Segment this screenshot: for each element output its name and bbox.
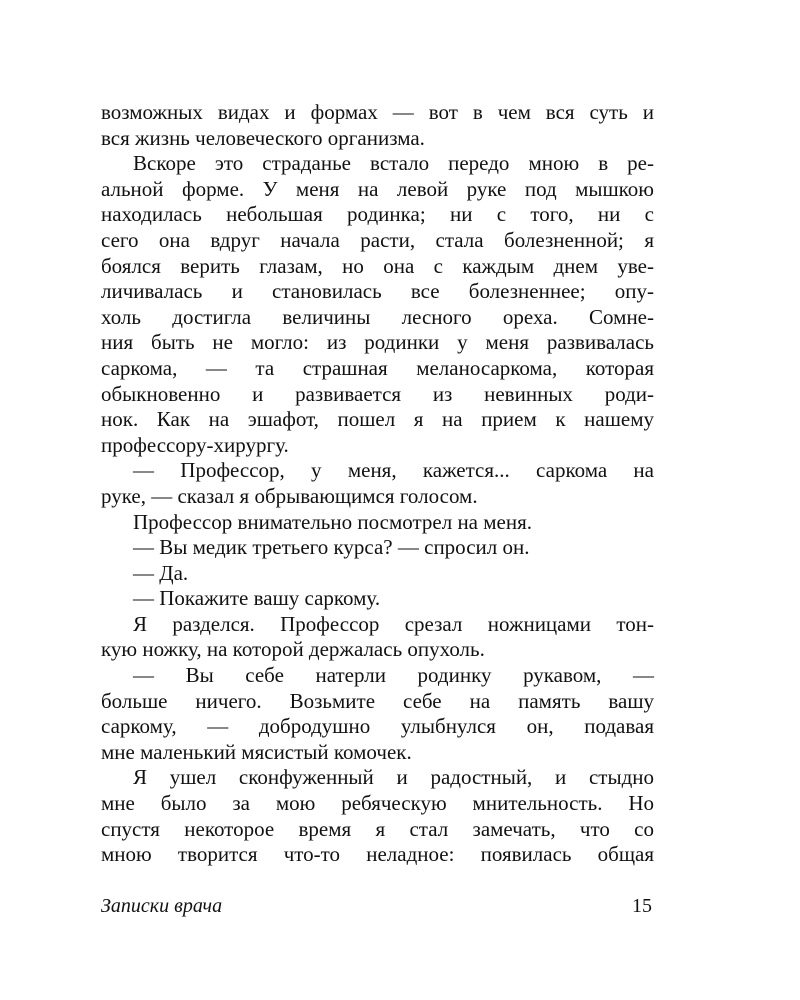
text-line: — Вы себе натерли родинку рукавом, — [133,663,654,688]
text-line: Я ушел сконфуженный и радостный, и стыдно [133,765,654,790]
text-line: больше ничего. Возьмите себе на память вашу [101,688,654,713]
text-line: холь достигла величины лесного ореха. Сомне- [101,304,654,329]
text-line: находилась небольшая родинка; ни с того, ни с [101,202,654,227]
text-line: обыкновенно и развивается из невинных роди- [101,381,654,406]
text-line: Профессор внимательно посмотрел на меня. [133,509,533,534]
text-line: личивалась и становилась все болезненнее; опу- [101,279,654,304]
text-line: возможных видах и формах — вот в чем вся суть и [101,100,654,124]
text-line: саркома, — та страшная меланосаркома, которая [101,355,654,380]
text-line: ния быть не могло: из родинки у меня развивалась [101,330,654,355]
text-line: — Вы медик третьего курса? — спросил он. [133,535,530,560]
text-line: кую ножку, на которой держалась опухоль. [101,637,485,662]
page-number: 15 [632,895,652,917]
page-body-text [101,100,654,868]
text-line: нок. Как на эшафот, пошел я на прием к нашему [101,407,654,432]
text-line: — Да. [133,560,189,585]
running-footer-title: Записки врача [101,895,223,917]
text-line: боялся верить глазам, но она с каждым днем уве- [101,253,654,278]
text-line: сего она вдруг начала расти, стала болезненной; я [101,227,654,252]
text-line: — Покажите вашу саркому. [133,586,381,611]
text-line: мне маленький мясистый комочек. [101,739,412,764]
text-line: Я разделся. Профессор срезал ножницами тон- [133,611,654,636]
text-line: мною творится что-то неладное: появилась общая [101,842,654,867]
text-line: — Профессор, у меня, кажется... саркома на [133,458,654,483]
text-line: профессору-хирургу. [101,432,289,457]
text-line: вся жизнь человеческого организма. [101,125,425,150]
text-line: саркому, — добродушно улыбнулся он, подавая [101,714,654,739]
text-line: спустя некоторое время я стал замечать, что со [101,816,654,841]
text-line: руке, — сказал я обрывающимся голосом. [101,483,478,508]
text-line: альной форме. У меня на левой руке под мышкою [101,176,654,201]
text-line: мне было за мою ребяческую мнительность. Но [101,791,654,816]
text-line: Вскоре это страданье встало передо мною в ре- [133,151,654,176]
